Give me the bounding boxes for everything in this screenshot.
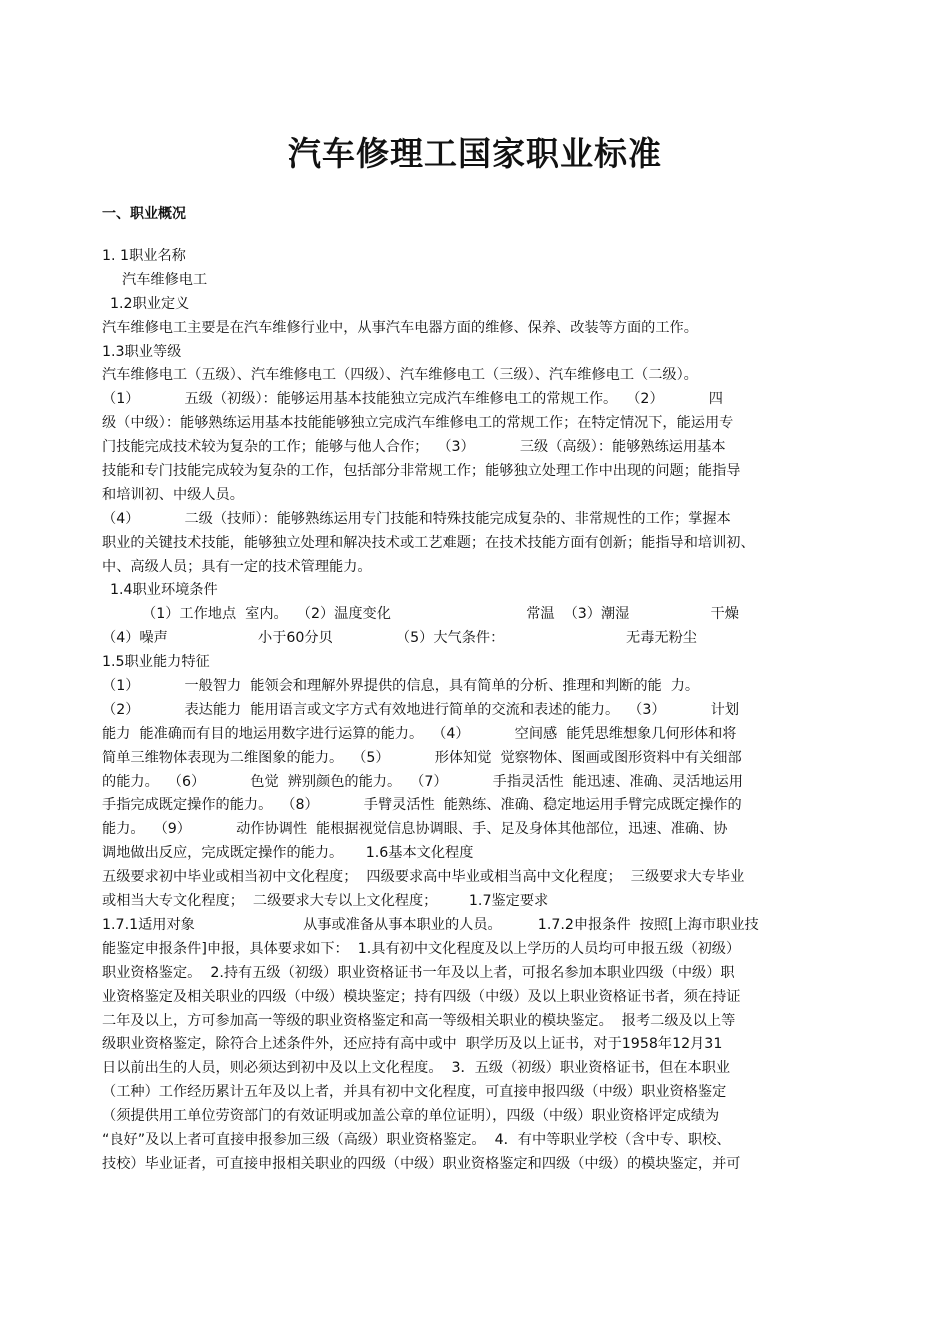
paragraph-line: （4）噪声 小于60分贝 （5）大气条件： 无毒无粉尘 [102,630,697,647]
subsection-heading: 1.5职业能力特征 [102,654,210,671]
paragraph-line: 日以前出生的人员，则必须达到初中及以上文化程度。 3．五级（初级）职业资格证书，但在本职业 [102,1060,731,1077]
paragraph-line: （工种）工作经历累计五年及以上者，并具有初中文化程度，可直接申报四级（中级）职业资格鉴定 [102,1084,727,1101]
paragraph-line: 能力 能准确而有目的地运用数字进行运算的能力。 （4） 空间感 能凭思维想象几何形体和将 [102,725,737,742]
subsection-heading: 1.2职业定义 [110,295,190,312]
section-heading: 一、职业概况 [102,206,186,222]
paragraph-line: 调地做出反应，完成既定操作的能力。 1.6基本文化程度 [102,845,474,862]
paragraph-line: 汽车维修电工（五级）、汽车维修电工（四级）、汽车维修电工（三级）、汽车维修电工（二级）。 [102,367,698,384]
paragraph-line: （1）工作地点 室内。 （2）温度变化 常温 （3）潮湿 干燥 [142,606,739,623]
paragraph-line: 或相当大专文化程度； 二级要求大专以上文化程度； 1.7鉴定要求 [102,893,549,910]
paragraph-line: 业资格鉴定及相关职业的四级（中级）模块鉴定；持有四级（中级）及以上职业资格证书者，须在持证 [102,988,741,1005]
document-body [102,245,864,1177]
document-title: 汽车修理工国家职业标准 [288,134,662,173]
subsection-heading: 1.4职业环境条件 [110,582,218,599]
paragraph-line: 门技能完成技术较为复杂的工作；能够与他人合作； （3） 三级（高级）：能够熟练运用基本 [102,439,726,456]
paragraph-line: 汽车维修电工 [122,271,208,288]
paragraph-line: 中、高级人员；具有一定的技术管理能力。 [102,558,372,575]
subsection-heading: 1. 1职业名称 [102,248,186,264]
paragraph-line: 和培训初、中级人员。 [102,486,244,503]
paragraph-line: （2） 表达能力 能用语言或文字方式有效地进行简单的交流和表述的能力。 （3） 计划 [102,701,740,718]
paragraph-line: 的能力。 （6） 色觉 辨别颜色的能力。 （7） 手指灵活性 能迅速、准确、灵活地运用 [102,773,743,790]
paragraph-line: 级（中级）：能够熟练运用基本技能能够独立完成汽车维修电工的常规工作；在特定情况下，能运用专 [102,415,734,432]
paragraph-line: “良好”及以上者可直接申报参加三级（高级）职业资格鉴定。 4．有中等职业学校（含中专、职校、 [102,1131,731,1148]
paragraph-line: （1） 一般智力 能领会和理解外界提供的信息，具有简单的分析、推理和判断的能 力。 [102,678,700,695]
paragraph-line: 简单三维物体表现为二维图象的能力。 （5） 形体知觉 觉察物体、图画或图形资料中有关细部 [102,749,742,766]
paragraph-line: 五级要求初中毕业或相当初中文化程度； 四级要求高中毕业或相当高中文化程度； 三级要求大专毕业 [102,869,745,886]
paragraph-line: （1） 五级（初级）：能够运用基本技能独立完成汽车维修电工的常规工作。 （2） 四 [102,391,723,408]
paragraph-line: 汽车维修电工主要是在汽车维修行业中，从事汽车电器方面的维修、保养、改装等方面的工作。 [102,319,698,336]
paragraph-line: 级职业资格鉴定，除符合上述条件外，还应持有高中或中 职学历及以上证书，对于1958年12月31 [102,1036,723,1053]
paragraph-line: 职业资格鉴定。 2.持有五级（初级）职业资格证书一年及以上者，可报名参加本职业四级（中级）职 [102,964,735,981]
paragraph-line: （须提供用工单位劳资部门的有效证明或加盖公章的单位证明），四级（中级）职业资格评定成绩为 [102,1108,720,1125]
paragraph-line: 能力。 （9） 动作协调性 能根据视觉信息协调眼、手、足及身体其他部位，迅速、准确、协 [102,821,728,838]
paragraph-line: 职业的关键技术技能，能够独立处理和解决技术或工艺难题；在技术技能方面有创新；能指导和培训初、 [102,534,755,551]
subsection-heading: 1.3职业等级 [102,343,182,360]
paragraph-line: 能鉴定申报条件]申报，具体要求如下： 1.具有初中文化程度及以上学历的人员均可申报五级（初级） [102,940,741,957]
paragraph-line: 1.7.1适用对象 从事或准备从事本职业的人员。 1.7.2申报条件 按照[上海市职业技 [102,916,759,933]
paragraph-line: 二年及以上，方可参加高一等级的职业资格鉴定和高一等级相关职业的模块鉴定。 报考二级及以上等 [102,1012,736,1029]
paragraph-line: （4） 二级（技师）：能够熟练运用专门技能和特殊技能完成复杂的、非常规性的工作；掌握本 [102,510,731,527]
paragraph-line: 技能和专门技能完成较为复杂的工作，包括部分非常规工作；能够独立处理工作中出现的问题；能指导 [102,463,741,480]
paragraph-line: 手指完成既定操作的能力。 （8） 手臂灵活性 能熟练、准确、稳定地运用手臂完成既定操作的 [102,797,742,814]
paragraph-line: 技校）毕业证者，可直接申报相关职业的四级（中级）职业资格鉴定和四级（中级）的模块鉴定，并可 [102,1155,741,1172]
